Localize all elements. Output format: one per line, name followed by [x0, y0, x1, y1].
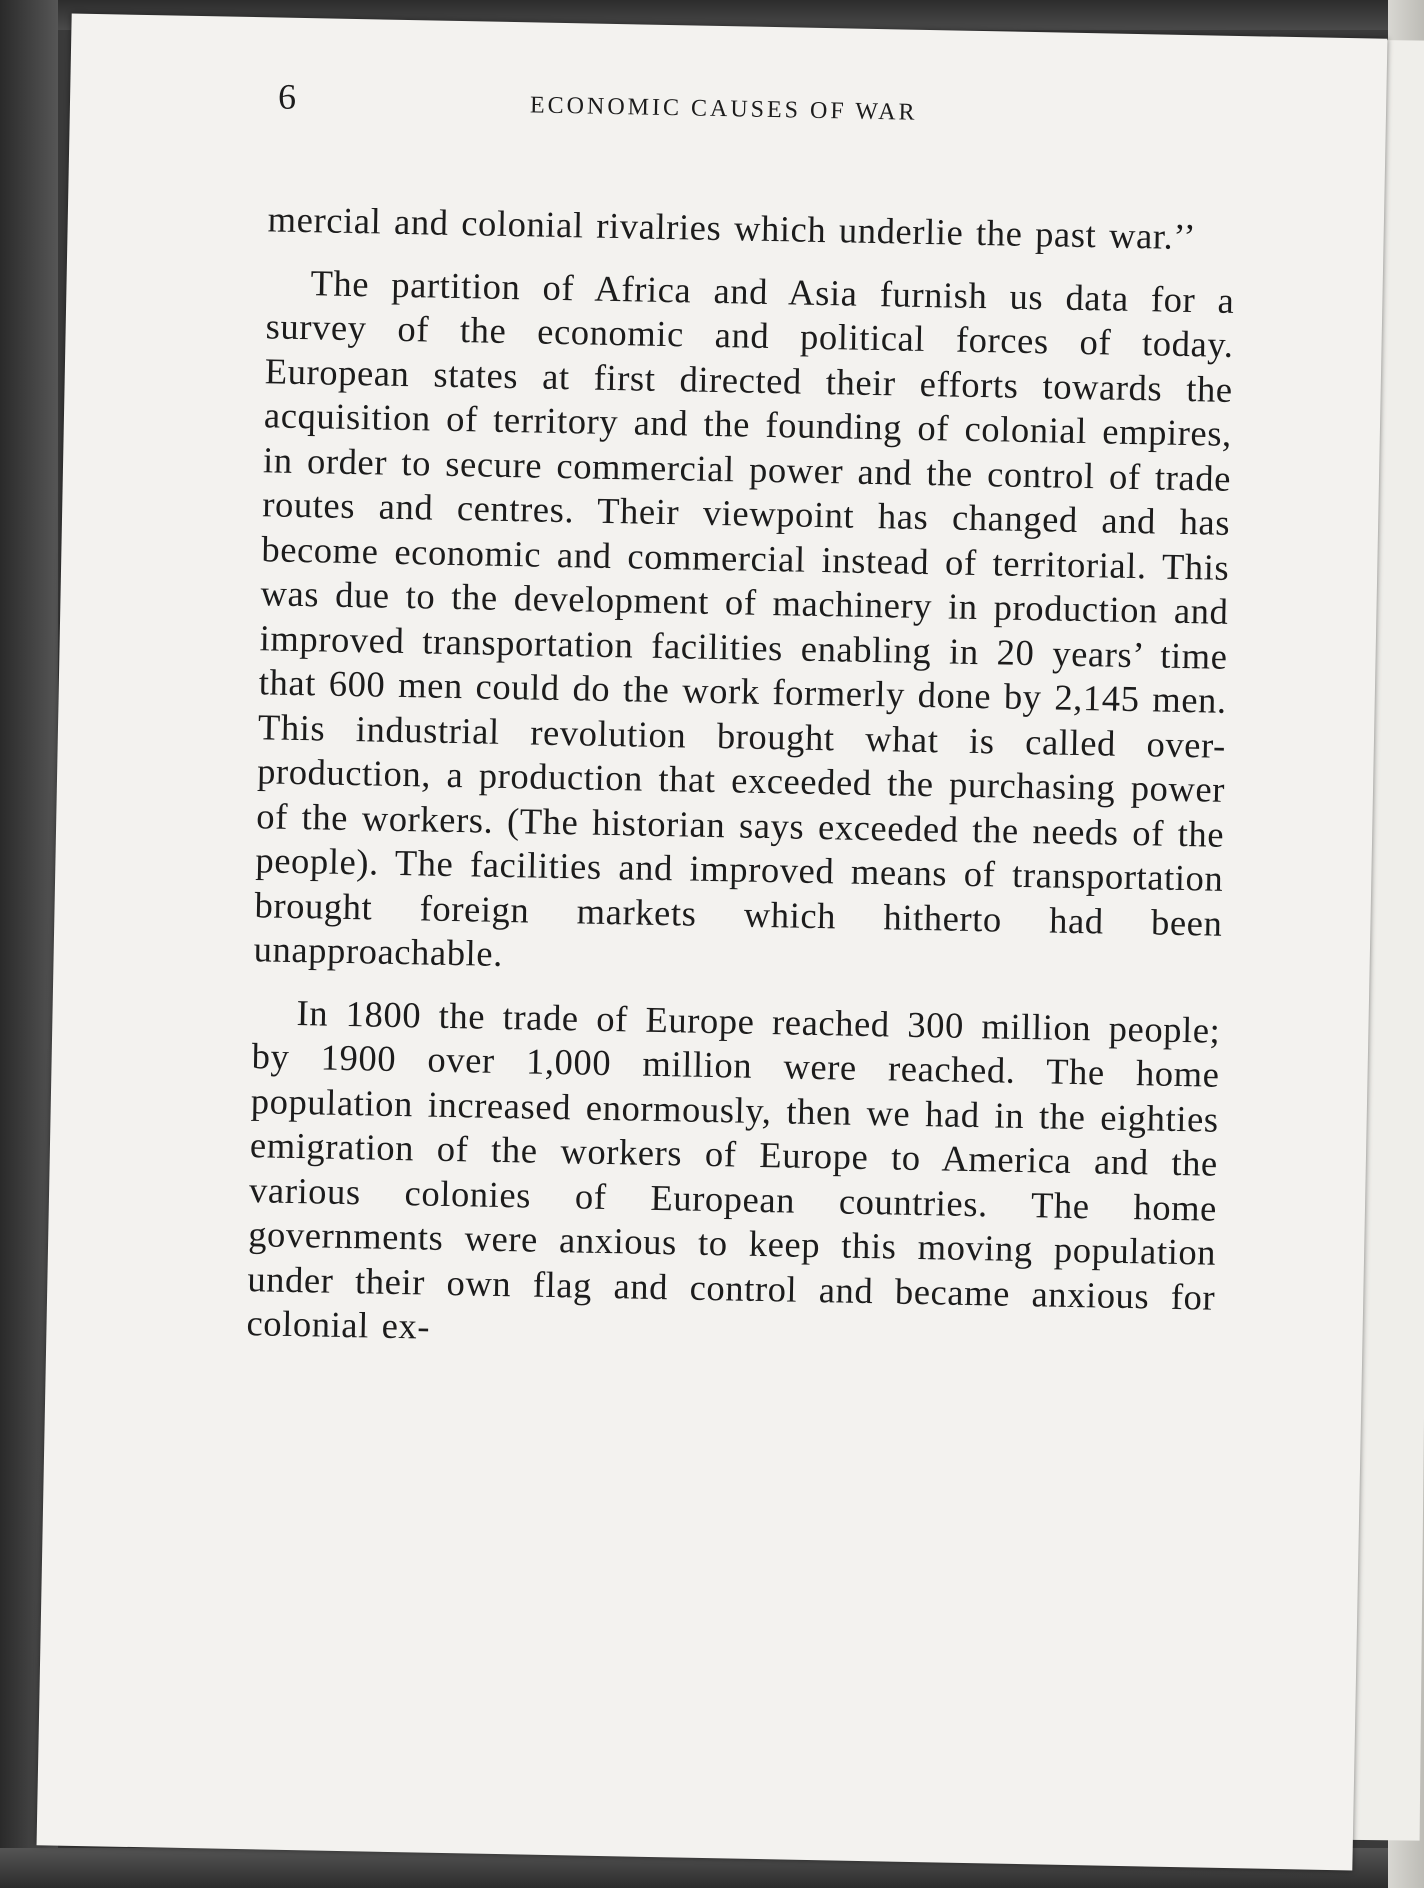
paragraph: The partition of Africa and Asia furnish us data for a survey of the economic and political forces of today. European states at first directed their efforts towards the acquisition of territory and the founding of colonial empires, in order to secure commercial power and the control of trade routes and centres. Their viewpoint has changed and has become economic and commercial instead of territorial. This was due to the development of machinery in production and improved transportation facilities enabling in 20 years’ time that 600 men could do the work formerly done by 2,145 men. This industrial revolution brought what is called over-production, a production that exceeded the purchasing power of the workers. (The historian says exceeded the needs of the people). The facilities and improved means of transportation brought foreign markets which hitherto had been unapproachable. [253, 261, 1235, 974]
running-title: ECONOMIC CAUSES OF WAR [529, 92, 918, 126]
page-content [206, 69, 1281, 1383]
book-page [37, 14, 1388, 1871]
body-text [206, 197, 1278, 1365]
paragraph-continued: mercial and colonial rivalries which underlie the past war.’’ [267, 198, 1197, 258]
page-number: 6 [277, 76, 298, 117]
paragraph: In 1800 the trade of Europe reached 300 million people; by 1900 over 1,000 million were reached. The home population increased enormously, then we had in the eighties emigration of the workers of Europe to America and the various colonies of European countries. The home governments were anxious to keep this moving population under their own flag and control and became anxious for colonial ex- [246, 991, 1221, 1347]
running-head [229, 69, 1280, 155]
